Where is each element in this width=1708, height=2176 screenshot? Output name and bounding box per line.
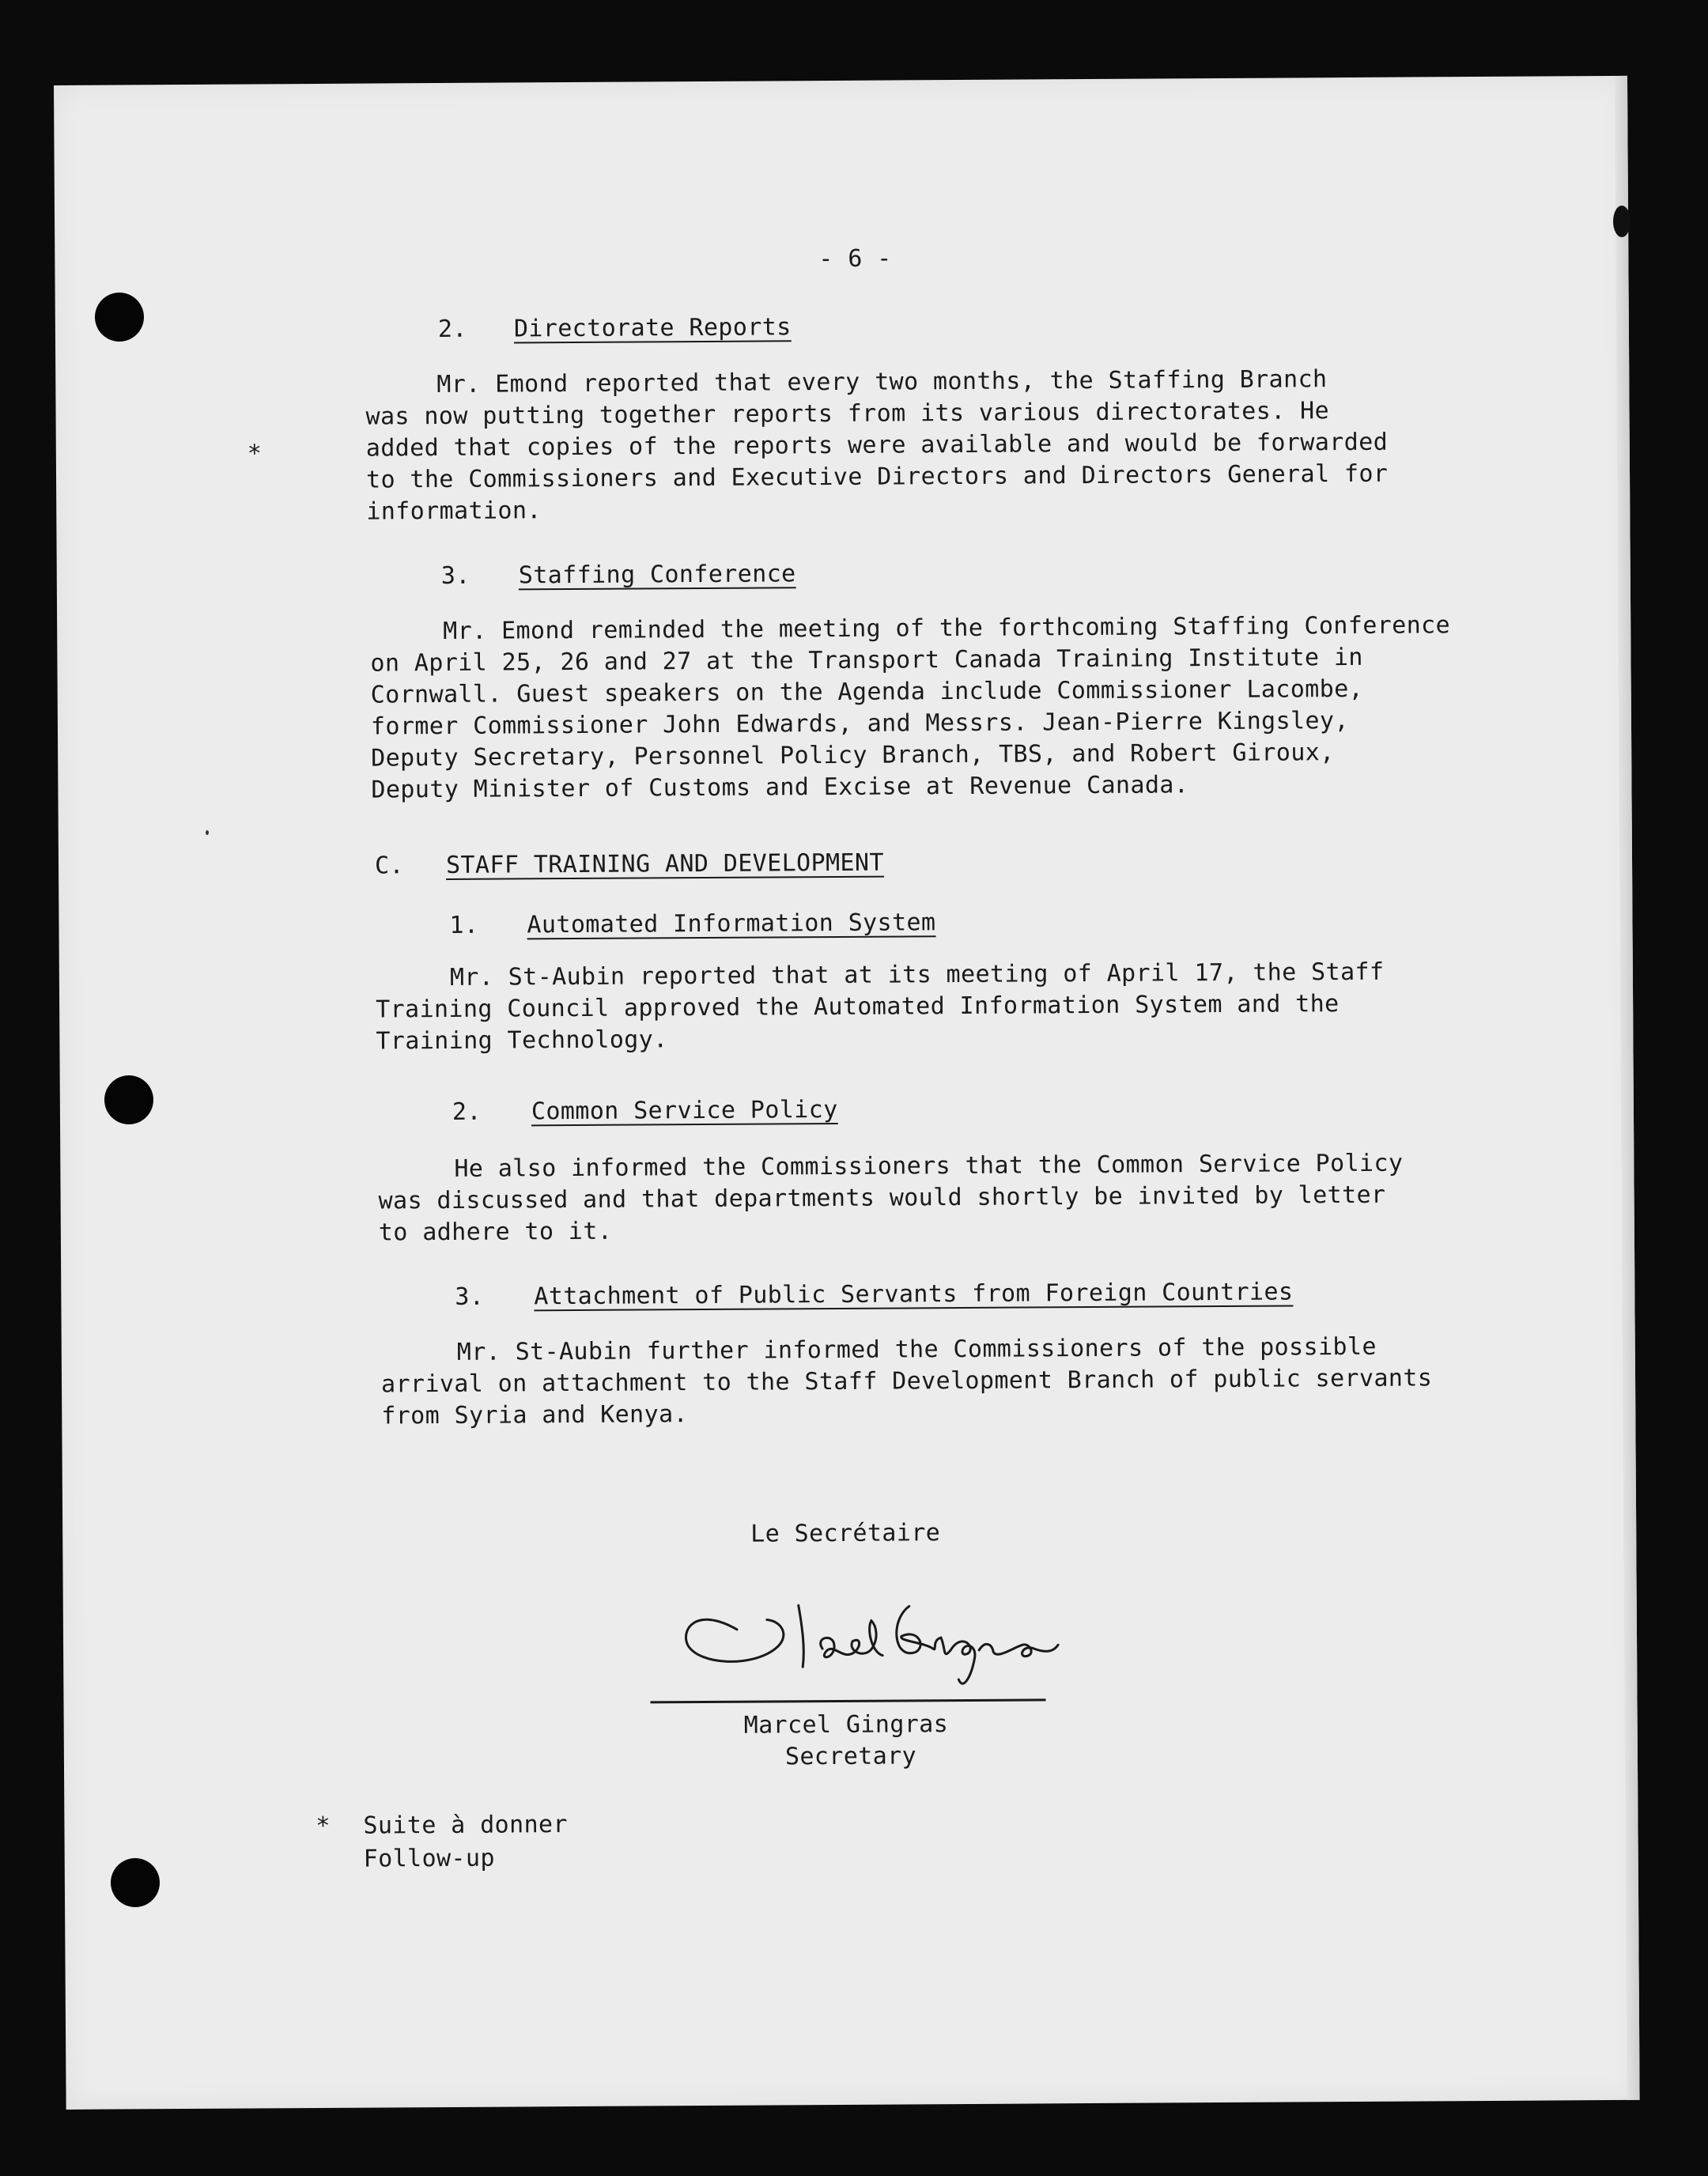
paragraph-line: from Syria and Kenya. bbox=[381, 1400, 689, 1430]
page-number: - 6 - bbox=[818, 244, 892, 274]
ais-paragraph bbox=[376, 957, 1385, 1058]
directorate-heading: Directorate Reports bbox=[513, 313, 792, 343]
paragraph-line: former Commissioner John Edwards, and Messrs. Jean-Pierre Kingsley, bbox=[370, 707, 1349, 741]
paragraph-line: was now putting together reports from its various directorates. He bbox=[365, 397, 1330, 431]
closing-role: Secretary bbox=[784, 1742, 917, 1771]
paragraph-line: Cornwall. Guest speakers on the Agenda include Commissioner Lacombe, bbox=[370, 674, 1364, 709]
punch-hole bbox=[104, 1075, 153, 1124]
paragraph-line: to adhere to it. bbox=[378, 1217, 613, 1247]
ais-number: 1. bbox=[449, 911, 479, 939]
paragraph-line: arrival on attachment to the Staff Development Branch of public servants bbox=[380, 1364, 1433, 1399]
paragraph-line: Mr. St-Aubin further informed the Commissioners of the possible bbox=[456, 1332, 1377, 1366]
paragraph-line: Deputy Minister of Customs and Excise at Revenue Canada. bbox=[371, 771, 1189, 804]
paragraph-line: Training Technology. bbox=[376, 1026, 668, 1056]
directorate-number: 2. bbox=[437, 315, 467, 344]
staffing-paragraph bbox=[370, 610, 1451, 806]
paragraph-line: He also informed the Commissioners that the Common Service Policy bbox=[454, 1149, 1404, 1183]
document-page bbox=[54, 76, 1640, 2110]
paragraph-line: information. bbox=[366, 497, 542, 526]
section-c-letter: C. bbox=[374, 852, 405, 880]
attachment-paragraph bbox=[381, 1331, 1433, 1432]
closing-title-fr: Le Secrétaire bbox=[750, 1519, 941, 1548]
paragraph-line: added that copies of the reports were available and would be forwarded bbox=[365, 428, 1389, 463]
closing-name: Marcel Gingras bbox=[743, 1710, 949, 1740]
signature-image bbox=[664, 1572, 1108, 1693]
footnote-line-fr: Suite à donner bbox=[363, 1811, 569, 1840]
paragraph-line: was discussed and that departments would shortly be invited by letter bbox=[378, 1181, 1386, 1215]
footnote-asterisk: * bbox=[316, 1811, 331, 1841]
page-edge bbox=[1615, 76, 1640, 2100]
punch-hole bbox=[95, 293, 144, 342]
paragraph-line: Mr. Emond reminded the meeting of the forthcoming Staffing Conference bbox=[443, 611, 1451, 646]
paragraph-line: Deputy Secretary, Personnel Policy Branch, TBS, and Robert Giroux, bbox=[371, 739, 1335, 773]
paragraph-line: to the Commissioners and Executive Directors and Directors General for bbox=[365, 459, 1389, 494]
paragraph-line: Mr. Emond reported that every two months, the Staffing Branch bbox=[436, 365, 1328, 399]
staffing-number: 3. bbox=[440, 561, 470, 591]
ais-heading: Automated Information System bbox=[527, 909, 936, 939]
attachment-heading: Attachment of Public Servants from Foreign Countries bbox=[534, 1278, 1294, 1311]
punch-hole bbox=[111, 1858, 160, 1907]
speck bbox=[206, 830, 209, 835]
csp-heading: Common Service Policy bbox=[531, 1095, 838, 1126]
section-c-heading: STAFF TRAINING AND DEVELOPMENT bbox=[445, 848, 884, 879]
paragraph-line: Mr. St-Aubin reported that at its meeting of April 17, the Staff bbox=[449, 958, 1385, 992]
directorate-paragraph bbox=[365, 364, 1389, 528]
staffing-heading: Staffing Conference bbox=[518, 560, 796, 590]
signature-line bbox=[650, 1698, 1045, 1703]
footnote-line-en: Follow-up bbox=[363, 1844, 495, 1873]
paragraph-line: on April 25, 26 and 27 at the Transport Canada Training Institute in bbox=[370, 643, 1363, 678]
page-damage bbox=[1613, 206, 1631, 237]
csp-number: 2. bbox=[452, 1097, 482, 1126]
attachment-number: 3. bbox=[455, 1283, 485, 1311]
csp-paragraph bbox=[378, 1148, 1404, 1249]
directorate-asterisk: * bbox=[247, 440, 263, 468]
paragraph-line: Training Council approved the Automated Information System and the bbox=[376, 990, 1340, 1024]
